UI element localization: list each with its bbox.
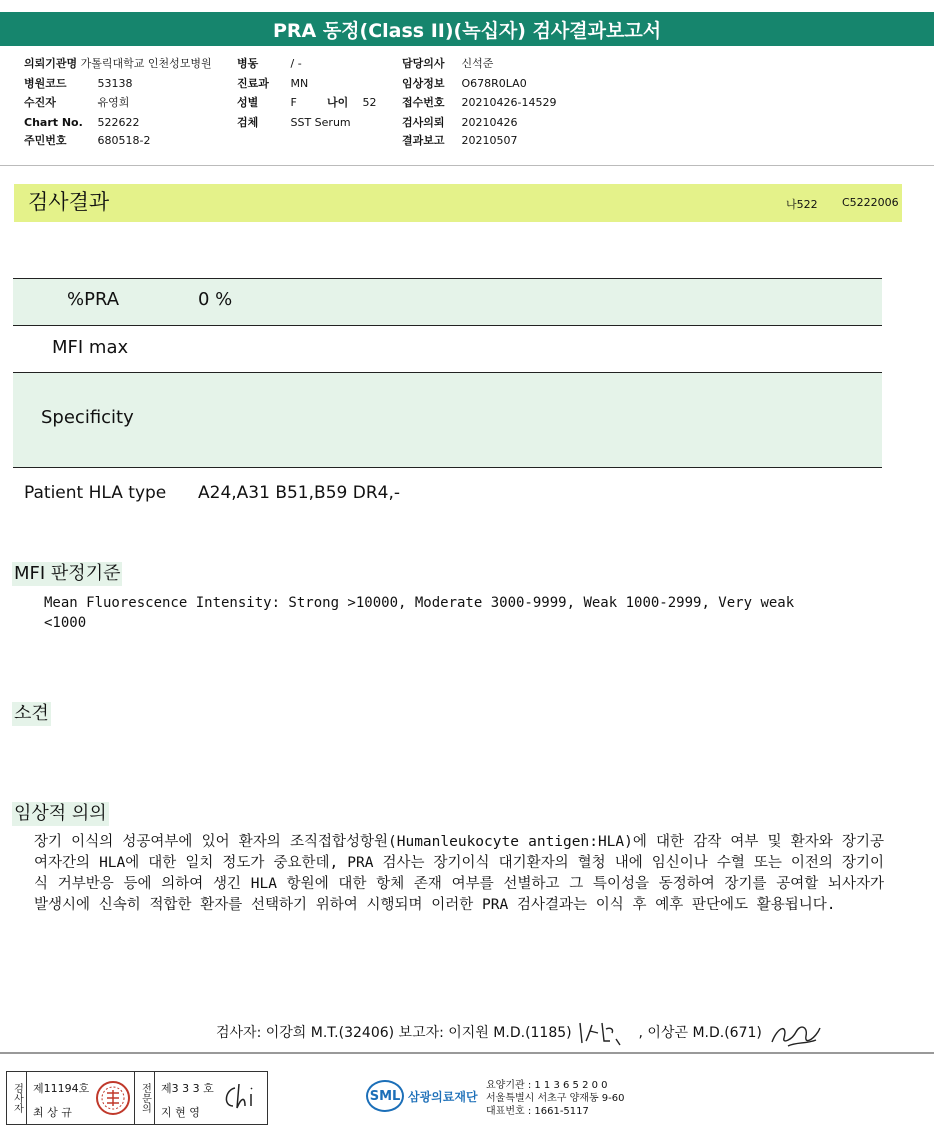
result-header-bar	[14, 184, 902, 222]
stamp2-number: 제3 3 3 호	[161, 1082, 214, 1095]
opinion-title: 소견	[14, 703, 49, 724]
stamp2-label: 전문의	[135, 1072, 155, 1124]
tester-text: 검사자: 이강희 M.T.(32406)	[216, 1025, 395, 1041]
info-receipt-no: 접수번호 20210426-14529	[402, 96, 557, 109]
table-rule	[13, 325, 882, 326]
hla-value: A24,A31 B51,B59 DR4,-	[198, 483, 400, 503]
hla-label: Patient HLA type	[24, 483, 167, 503]
director-signature-icon	[766, 1016, 828, 1050]
specificity-label: Specificity	[41, 407, 134, 428]
org-info	[486, 1079, 625, 1118]
reporter-signature-icon	[576, 1019, 634, 1047]
sml-logo-badge: SML	[366, 1080, 404, 1112]
result-title: 검사결과	[28, 190, 110, 214]
info-department: 진료과 MN	[237, 77, 309, 90]
signature-line	[216, 1016, 828, 1050]
pra-row	[13, 279, 882, 325]
table-rule	[13, 467, 882, 468]
mfi-criteria-line2: <1000	[44, 615, 87, 631]
stamp2-cell	[155, 1072, 265, 1124]
org-address: 서울특별시 서초구 양재동 9-60	[486, 1093, 625, 1104]
org-name: 삼광의료재단	[408, 1089, 478, 1104]
specificity-row	[13, 373, 882, 467]
stamp1-label: 검사자	[7, 1072, 27, 1124]
info-request-date: 검사의뢰 20210426	[402, 116, 518, 129]
reporter-text: 보고자: 이지원 M.D.(1185)	[398, 1025, 572, 1041]
pra-value: 0 %	[198, 289, 233, 310]
info-ward: 병동 / -	[237, 57, 302, 70]
info-hospital-code: 병원코드 53138	[24, 77, 133, 90]
mfi-max-label: MFI max	[52, 337, 129, 358]
org-phone: 대표번호 : 1661-5117	[486, 1106, 589, 1117]
info-resident-no: 주민번호 680518-2	[24, 134, 151, 147]
info-doctor: 담당의사 신석준	[402, 57, 494, 70]
specialist-signature-icon	[219, 1080, 259, 1114]
stamp1-cell	[27, 1072, 135, 1124]
info-sex: 성별 F	[237, 96, 297, 109]
info-clinical-info: 임상정보 O678R0LA0	[402, 77, 527, 90]
stamp2-name: 지 현 영	[161, 1106, 200, 1119]
sml-logo	[366, 1080, 478, 1112]
reporter2-text: , 이상곤 M.D.(671)	[638, 1025, 762, 1041]
info-specimen: 검체 SST Serum	[237, 116, 351, 129]
info-patient-name: 수진자 유영희	[24, 96, 130, 109]
org-license-no: 요양기관 : 1 1 3 6 5 2 0 0	[486, 1080, 608, 1091]
seal-icon	[95, 1080, 131, 1116]
mfi-criteria-title: MFI 판정기준	[14, 563, 121, 584]
stamp1-number: 제11194호	[33, 1082, 90, 1095]
result-code-2: C5222006	[842, 196, 899, 209]
stamp1-name: 최 상 규	[33, 1106, 72, 1119]
info-report-date: 결과보고 20210507	[402, 134, 518, 147]
report-title: PRA 동정(Class II)(녹십자) 검사결과보고서	[0, 12, 934, 46]
pra-label: %PRA	[67, 289, 120, 310]
mfi-criteria-line1: Mean Fluorescence Intensity: Strong >10000, Moderate 3000-9999, Weak 1000-2999, Very weak	[44, 595, 795, 611]
clinical-text: 장기 이식의 성공여부에 있어 환자의 조직접합성항원(Humanleukocyte antigen:HLA)에 대한 감작 여부 및 환자와 장기공여자간의 HLA에 대한 일치 정도가 중요한데, PRA 검사는 장기이식 대기환자의 혈청 내에 임신이나 수혈 또는 이전의 장기이식 거부반응 등에 의하여 생긴 HLA 항원에 대한 항체 존재 여부를 선별하고 그 특이성을 동정하여 장기를 공여할 뇌사자가 발생시에 신속히 적합한 환자를 선택하기 위하여 시행되며 이러한 PRA 검사결과는 이식 후 예후 판단에도 활용됩니다.	[34, 834, 884, 913]
license-stamp-box	[6, 1071, 268, 1125]
footer-divider	[0, 1052, 934, 1054]
info-age: 나이 52	[327, 96, 377, 109]
info-institution: 의뢰기관명 가톨릭대학교 인천성모병원	[24, 57, 212, 70]
info-chart-no: Chart No. 522622	[24, 116, 140, 129]
result-code-1: 나522	[786, 198, 818, 211]
clinical-title: 임상적 의의	[14, 803, 107, 824]
